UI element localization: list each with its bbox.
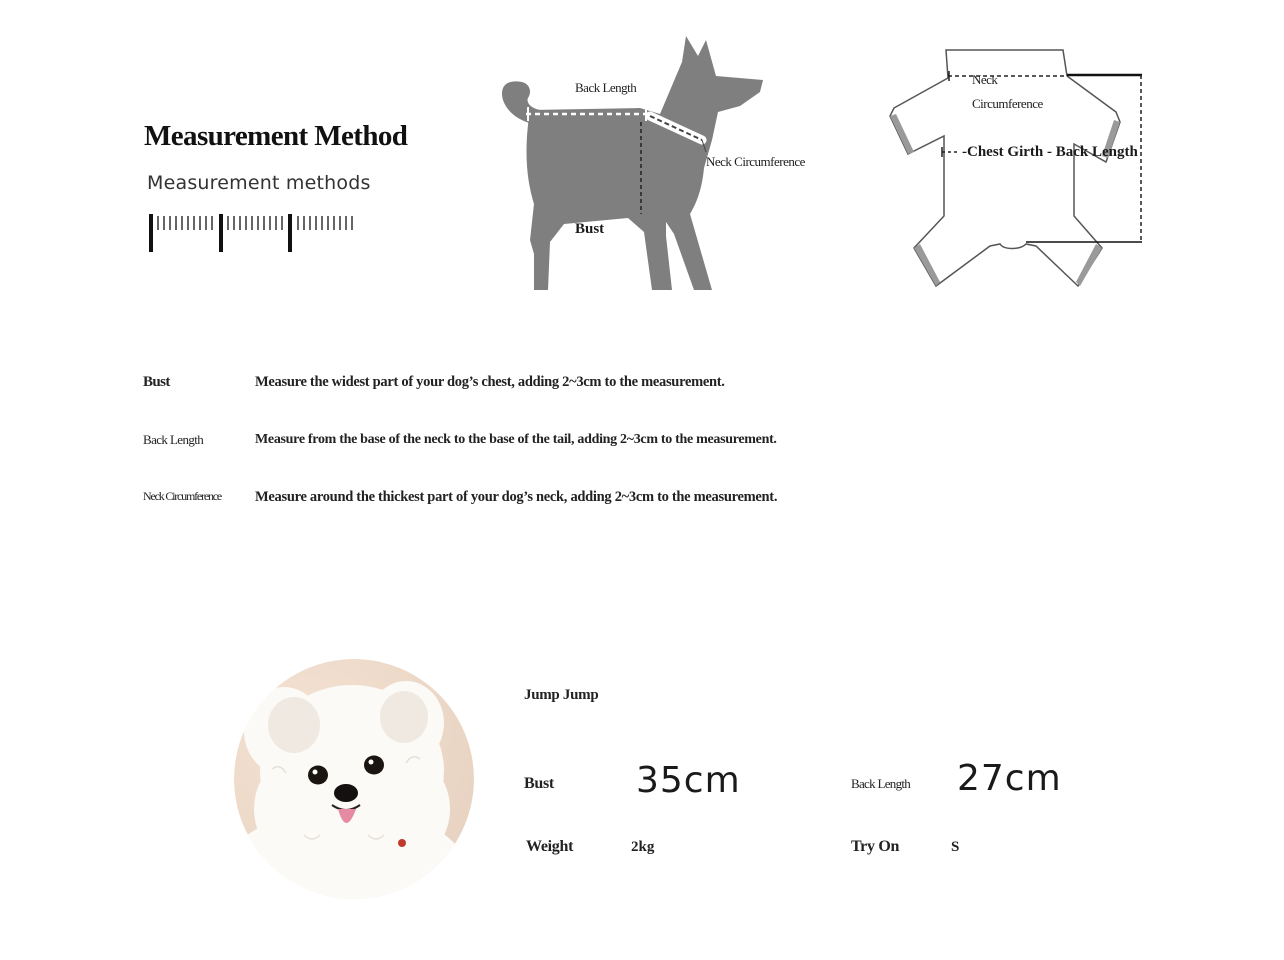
model-back-length-value: 27cm (957, 758, 1062, 799)
model-weight-label: Weight (526, 838, 574, 855)
garment-neck-label-line1: Neck (972, 72, 998, 87)
definition-row-neck-circumference (143, 489, 863, 513)
model-try-on-label: Try On (851, 838, 900, 855)
model-try-on-value: S (951, 839, 960, 855)
model-dog-photo (234, 659, 474, 899)
definition-row-back-length (143, 432, 863, 456)
garment-diagram (880, 40, 1150, 295)
definition-row-bust (143, 374, 863, 398)
definition-term: Bust (143, 374, 170, 390)
garment-neck-label-line2: Circumference (972, 96, 1043, 111)
garment-outline-icon (890, 50, 1120, 286)
bust-label: Bust (575, 221, 605, 237)
back-length-label: Back Length (575, 80, 637, 95)
chest-girth-back-length-label: -Chest Girth - Back Length (962, 144, 1138, 160)
model-bust-label: Bust (524, 775, 554, 792)
definition-description: Measure around the thickest part of your dog’s neck, adding 2~3cm to the measurement. (255, 489, 778, 505)
page-title: Measurement Method (144, 120, 408, 152)
model-weight-value: 2kg (631, 839, 655, 855)
ruler-icon (146, 212, 360, 256)
definition-term: Neck Circumference (143, 489, 222, 503)
definition-description: Measure from the base of the neck to the base of the tail, adding 2~3cm to the measurement. (255, 432, 777, 447)
page-subtitle: Measurement methods (147, 172, 371, 194)
definition-description: Measure the widest part of your dog’s chest, adding 2~3cm to the measurement. (255, 374, 725, 390)
neck-circumference-label: Neck Circumference (706, 154, 805, 169)
model-bust-value: 35cm (636, 760, 741, 801)
definition-term: Back Length (143, 432, 204, 447)
model-name: Jump Jump (524, 687, 599, 703)
model-back-length-label: Back Length (851, 776, 911, 791)
